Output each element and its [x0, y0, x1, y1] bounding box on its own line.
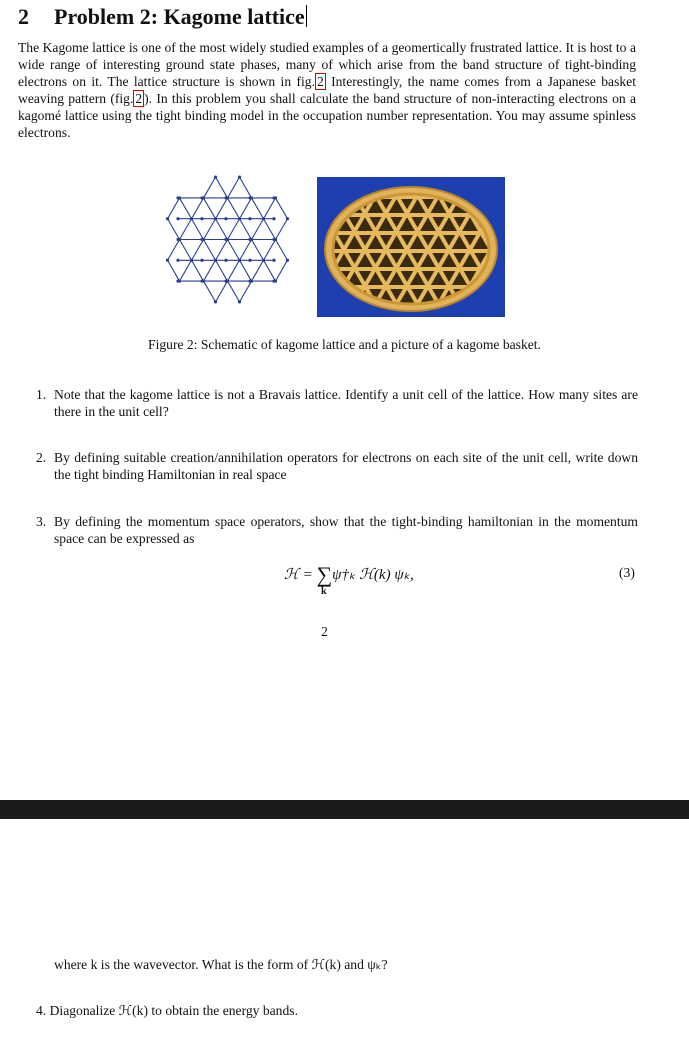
section-heading	[18, 4, 307, 30]
kagome-basket-photo	[317, 177, 505, 317]
question-2	[36, 449, 638, 483]
intro-text-3: ). In this problem you shall calculate the band structure of non-interacting electrons on a kagomé lattice using the tight binding model in the occupation number representation. You may assume spinless electrons.	[18, 90, 636, 140]
question-number: 1.	[36, 387, 47, 402]
text-cursor	[306, 5, 307, 27]
kagome-lattice-figure	[150, 172, 305, 307]
equation-body: ψ†ₖ ℋ(k) ψₖ,	[332, 567, 414, 583]
figure-ref-link[interactable]: 2	[316, 73, 324, 89]
equation-number: (3)	[619, 565, 635, 580]
question-text: Diagonalize ℋ(k) to obtain the energy bands.	[49, 1003, 298, 1018]
intro-text-1: The Kagome lattice is one of the most widely studied examples of a geomertically frustrated lattice. It is host to a wide range of interesting ground state phases, many of which arise from the band structure of tight-binding electrons on it. The lattice structure is shown in fig.	[18, 40, 636, 89]
continuation-text: where k is the wavevector. What is the form of ℋ(k) and ψₖ?	[54, 957, 388, 972]
intro-text-2: Interestingly, the name comes from a Japanese basket weaving pattern (fig.	[18, 73, 636, 106]
question-text: By defining suitable creation/annihilation operators for electrons on each site of the unit cell, write down the tight binding Hamiltonian in real space	[54, 450, 638, 482]
hamiltonian-equation	[284, 562, 414, 588]
section-number: 2	[18, 4, 29, 29]
question-4	[36, 1003, 298, 1019]
page-number: 2	[321, 624, 328, 639]
figure-caption: Figure 2: Schematic of kagome lattice and a picture of a kagome basket.	[148, 337, 541, 352]
equation-lhs: ℋ =	[284, 567, 317, 583]
page-separator	[0, 800, 689, 819]
figure-ref-link[interactable]: 2	[135, 90, 143, 106]
section-title: Problem 2: Kagome lattice	[54, 4, 305, 29]
question-number: 3.	[36, 514, 47, 529]
question-number: 2.	[36, 450, 47, 465]
sum-symbol: ∑	[316, 562, 333, 587]
question-3	[36, 513, 638, 547]
intro-paragraph	[18, 40, 636, 141]
sum-subscript: k	[321, 586, 327, 597]
question-text: Note that the kagome lattice is not a Bravais lattice. Identify a unit cell of the lattice. How many sites are there in the unit cell?	[54, 387, 638, 419]
question-1	[36, 386, 638, 420]
question-text: By defining the momentum space operators, show that the tight-binding hamiltonian in the momentum space can be expressed as	[54, 514, 638, 546]
question-number: 4.	[36, 1003, 47, 1018]
